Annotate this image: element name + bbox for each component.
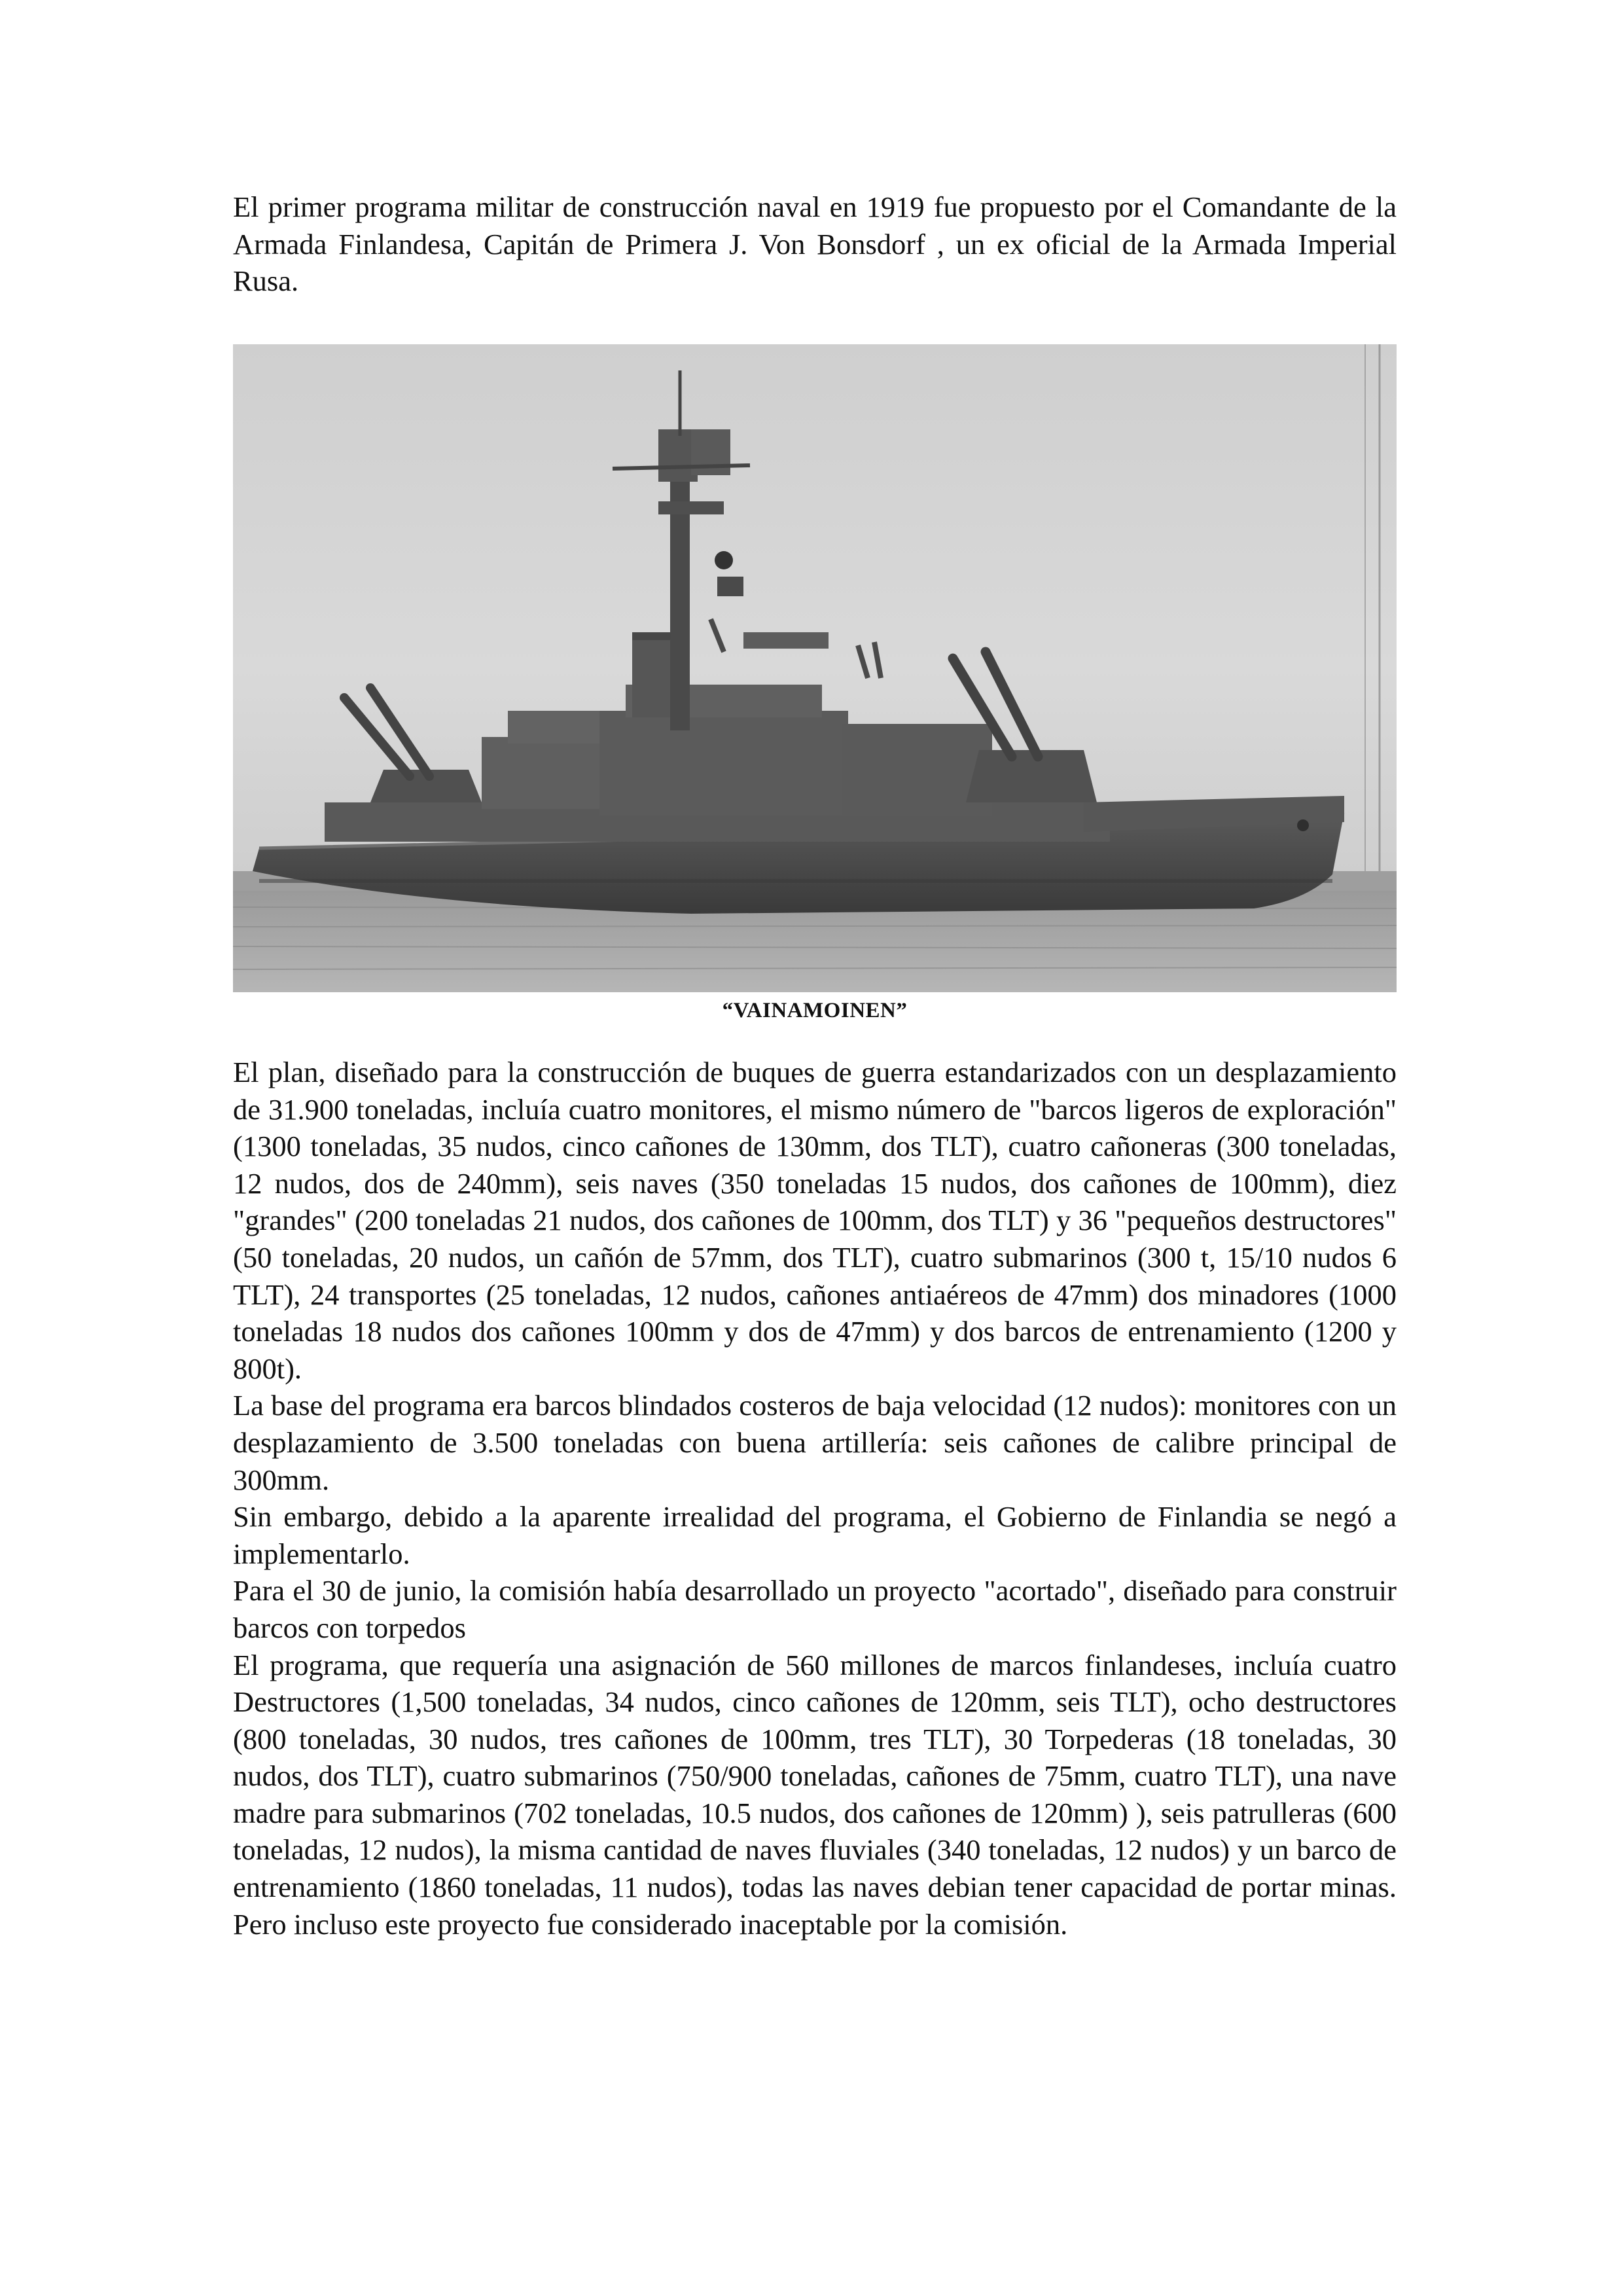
intro-paragraph: El primer programa militar de construcción naval en 1919 fue propuesto por el Comandante de la Armada Finlandesa, Capitán de Primera J. Von Bonsdorf , un ex oficial de la Armada Imperial Rusa. bbox=[233, 190, 1397, 298]
document-page bbox=[233, 0, 1397, 2296]
warship-image bbox=[233, 344, 1397, 992]
paragraph-plan: El plan, diseñado para la construcción de buques de guerra estandarizados con un desplazamiento de 31.900 toneladas, incluía cuatro monitores, el mismo número de "barcos ligeros de exploración" (1300 toneladas, 35 nudos, cinco cañones de 130mm, dos TLT), cuatro cañoneras (300 toneladas, 12 nudos, dos de 240mm), seis naves (350 toneladas 15 nudos, dos cañones de 100mm), diez "grandes" (200 toneladas 21 nudos, dos cañones de 100mm, dos TLT) y 36 "pequeños destructores" (50 toneladas, 20 nudos, un cañón de 57mm, dos TLT), cuatro submarinos (300 t, 15/10 nudos 6 TLT), 24 transportes (25 toneladas, 12 nudos, cañones antiaéreos de 47mm) dos minadores (1000 toneladas 18 nudos dos cañones 100mm y dos de 47mm) y dos barcos de entrenamiento (1200 y 800t). bbox=[233, 1056, 1397, 1385]
paragraph-government: Sin embargo, debido a la aparente irrealidad del programa, el Gobierno de Finlandia se negó a implementarlo. bbox=[233, 1500, 1397, 1570]
paragraph-commission: Para el 30 de junio, la comisión había desarrollado un proyecto "acortado", diseñado para construir barcos con torpedos bbox=[233, 1574, 1397, 1644]
photo-caption: “VAINAMOINEN” bbox=[722, 999, 908, 1022]
paragraph-base: La base del programa era barcos blindados costeros de baja velocidad (12 nudos): monitores con un desplazamiento de 3.500 toneladas con buena artillería: seis cañones de calibre principal de 300mm. bbox=[233, 1389, 1397, 1496]
paragraph-program: El programa, que requería una asignación de 560 millones de marcos finlandeses, incluía cuatro Destructores (1,500 toneladas, 34 nudos, cinco cañones de 120mm, seis TLT), ocho destructores (800 toneladas, 30 nudos, tres cañones de 100mm, tres TLT), 30 Torpederas (18 toneladas, 30 nudos, dos TLT), cuatro submarinos (750/900 toneladas, cañones de 75mm, cuatro TLT), una nave madre para submarinos (702 toneladas, 10.5 nudos, dos cañones de 120mm) ), seis patrulleras (600 toneladas, 12 nudos), la misma cantidad de naves fluviales (340 toneladas, 12 nudos) y un barco de entrenamiento (1860 toneladas, 11 nudos), todas las naves debian tener capacidad de portar minas. Pero incluso este proyecto fue considerado inaceptable por la comisión. bbox=[233, 1648, 1397, 1941]
ship-photo bbox=[233, 344, 1397, 992]
body-text bbox=[233, 1054, 1397, 1943]
